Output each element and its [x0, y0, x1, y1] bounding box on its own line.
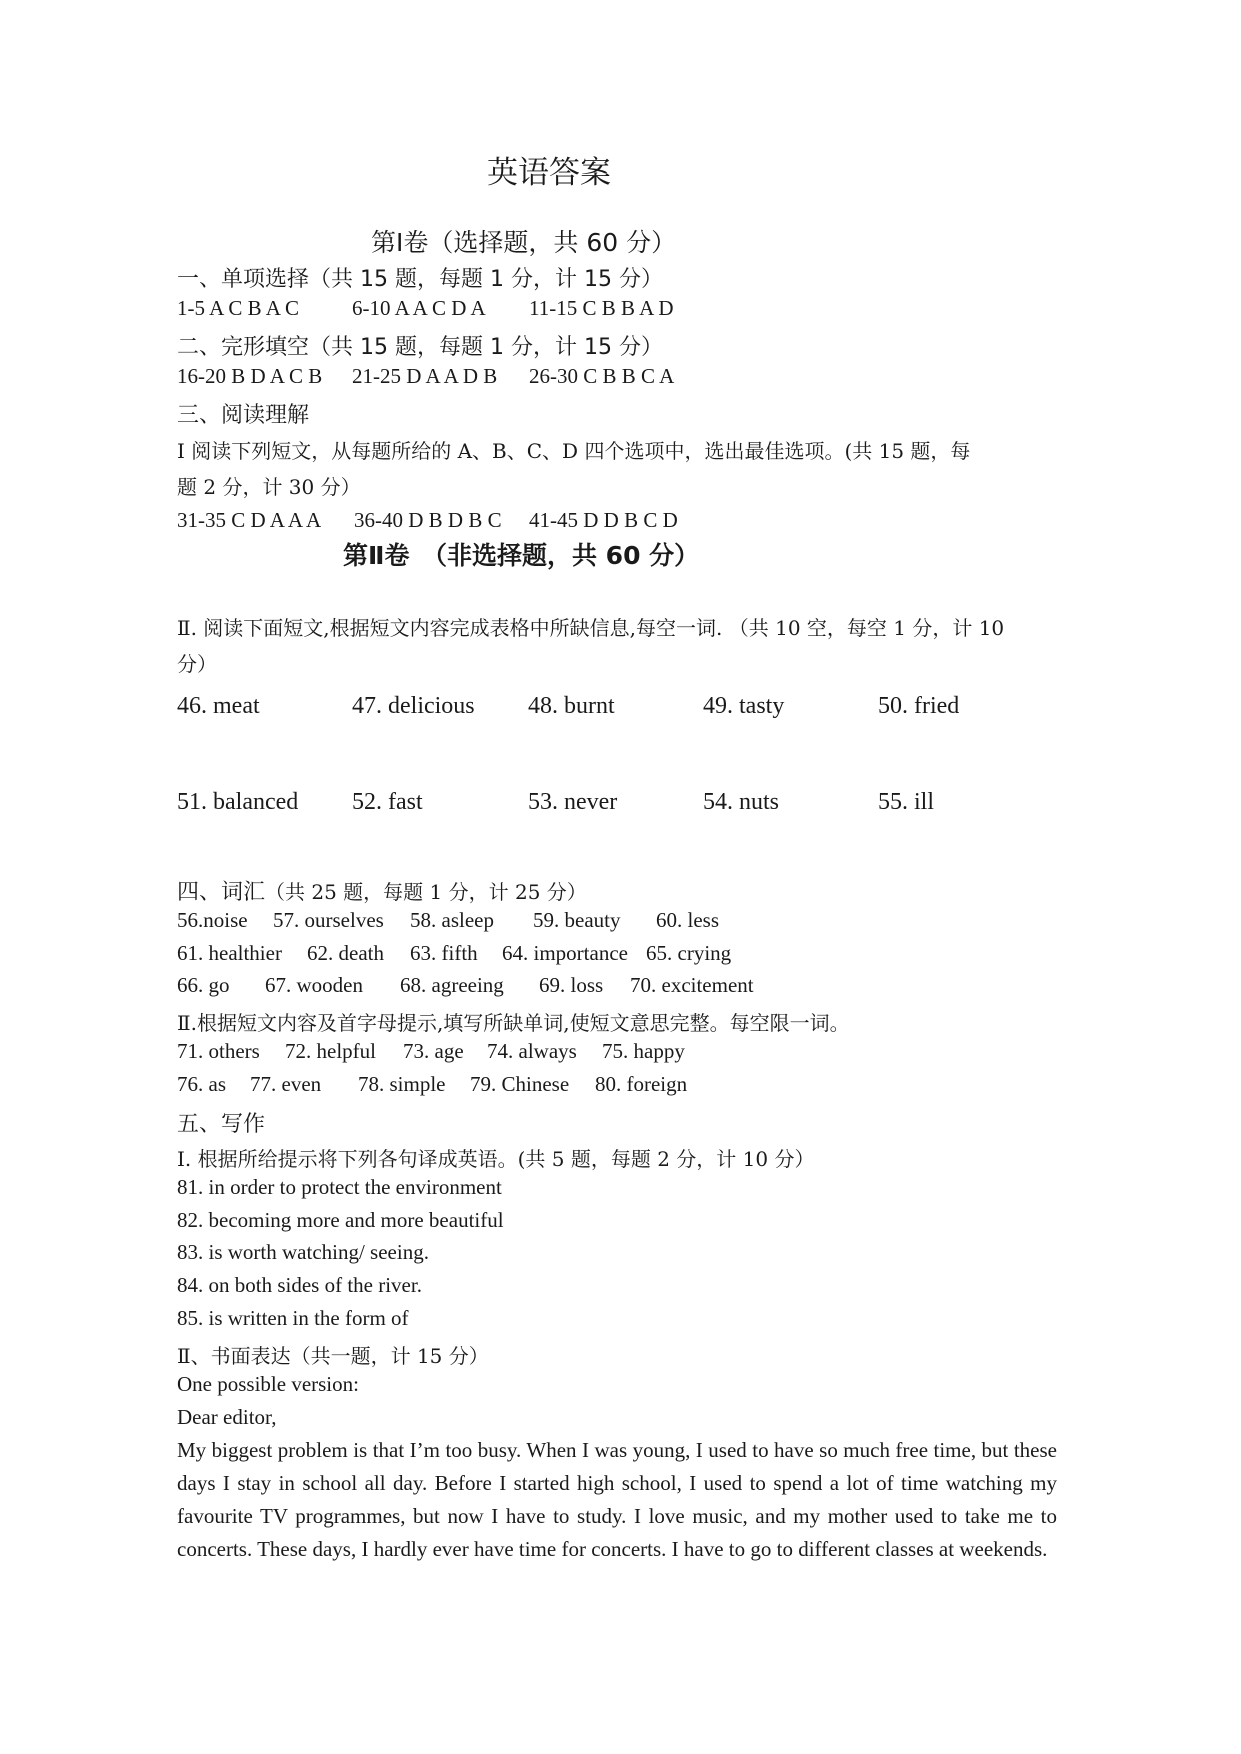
answer-item: 63. fifth [410, 941, 478, 965]
answer-item: 71. others [177, 1039, 260, 1063]
reading2-instruction-line1: Ⅱ. 阅读下面短文,根据短文内容完成表格中所缺信息,每空一词. （共 10 空，每空 1 分，计 10 [177, 616, 1005, 640]
writing-heading: 五、写作 [177, 1112, 266, 1137]
answer-item: 66. go [177, 973, 230, 997]
answer-item: 78. simple [358, 1072, 446, 1096]
section3-answers [177, 508, 877, 536]
answer-item: 50. fried [878, 693, 960, 719]
answer-item: 76. as [177, 1072, 226, 1096]
answer-item: 67. wooden [265, 973, 363, 997]
section1-heading: 一、单项选择（共 15 题，每题 1 分，计 15 分） [177, 267, 663, 292]
translation-item-85: 85. is written in the form of [177, 1306, 409, 1330]
translation-item-83: 83. is worth watching/ seeing. [177, 1240, 429, 1264]
answer-group: 31-35 C D A A A [177, 508, 322, 532]
vocab-row4 [177, 1039, 977, 1067]
reading1-instruction-line2: 题 2 分，计 30 分） [177, 475, 361, 499]
vocab-heading-note: （共 25 题，每题 1 分，计 25 分） [265, 880, 587, 904]
reading2-instruction-line2: 分） [177, 652, 217, 676]
answer-item: 68. agreeing [400, 973, 504, 997]
answer-item: 60. less [656, 908, 719, 932]
answer-group: 41-45 D D B C D [529, 508, 678, 532]
reading1-instruction-line1: Ⅰ 阅读下列短文，从每题所给的 A、B、C、D 四个选项中，选出最佳选项。(共 15 题，每 [177, 439, 971, 463]
answer-item: 69. loss [539, 973, 604, 997]
section3-heading: 三、阅读理解 [177, 403, 310, 428]
essay-greeting: Dear editor, [177, 1405, 277, 1429]
translation-item-81: 81. in order to protect the environment [177, 1175, 502, 1199]
reading2-answers-row1 [177, 693, 1077, 725]
section2-answers [177, 364, 877, 392]
vocab-row5 [177, 1072, 977, 1100]
answer-item: 79. Chinese [470, 1072, 570, 1096]
section1-answers [177, 296, 877, 324]
answer-item: 61. healthier [177, 941, 282, 965]
vocab-heading [177, 875, 587, 906]
answer-item: 64. importance [502, 941, 628, 965]
answer-item: 62. death [307, 941, 384, 965]
writing-subsection2-heading: Ⅱ、书面表达（共一题，计 15 分） [177, 1344, 489, 1368]
vocab-subsection2-instruction: Ⅱ.根据短文内容及首字母提示,填写所缺单词,使短文意思完整。每空限一词。 [177, 1011, 850, 1035]
answer-item: 47. delicious [352, 693, 475, 719]
writing-subsection1-instruction: Ⅰ. 根据所给提示将下列各句译成英语。(共 5 题，每题 2 分，计 10 分） [177, 1147, 815, 1171]
answer-item: 52. fast [352, 789, 423, 815]
part1-heading: 第Ⅰ卷（选择题，共 60 分） [371, 228, 677, 257]
answer-item: 55. ill [878, 789, 935, 815]
essay-version-label: One possible version: [177, 1372, 359, 1396]
essay-body: My biggest problem is that I’m too busy. When I was young, I used to have so much free time, but these days I stay in school all day. Before I started high school, I used to spend a lot of time watching my favourite TV programmes, but now I have to study. I love music, and my mother used to take me to concerts. These days, I hardly ever have time for concerts. I have to go to different classes at weekends. [177, 1438, 1057, 1561]
answer-item: 58. asleep [410, 908, 494, 932]
part2-heading: 第Ⅱ卷 （非选择题，共 60 分） [343, 541, 700, 570]
answer-item: 54. nuts [703, 789, 780, 815]
answer-item: 51. balanced [177, 789, 299, 815]
answer-item: 48. burnt [528, 693, 615, 719]
answer-item: 73. age [403, 1039, 464, 1063]
answer-group: 11-15 C B B A D [529, 296, 674, 320]
answer-group: 21-25 D A A D B [352, 364, 498, 388]
translation-item-82: 82. becoming more and more beautiful [177, 1208, 504, 1232]
answer-group: 26-30 C B B C A [529, 364, 675, 388]
vocab-row2 [177, 941, 977, 969]
section2-heading: 二、完形填空（共 15 题，每题 1 分，计 15 分） [177, 335, 663, 360]
answer-item: 74. always [487, 1039, 577, 1063]
answer-item: 65. crying [646, 941, 732, 965]
answer-item: 59. beauty [533, 908, 621, 932]
answer-item: 80. foreign [595, 1072, 688, 1096]
vocab-row1 [177, 908, 977, 936]
answer-item: 77. even [250, 1072, 322, 1096]
answer-item: 49. tasty [703, 693, 785, 719]
vocab-row3 [177, 973, 977, 1001]
answer-item: 53. never [528, 789, 618, 815]
answer-group: 6-10 A A C D A [352, 296, 486, 320]
translation-item-84: 84. on both sides of the river. [177, 1273, 422, 1297]
answer-group: 36-40 D B D B C [354, 508, 502, 532]
answer-group: 16-20 B D A C B [177, 364, 323, 388]
answer-group: 1-5 A C B A C [177, 296, 299, 320]
answer-item: 57. ourselves [273, 908, 384, 932]
answer-item: 72. helpful [285, 1039, 376, 1063]
answer-item: 46. meat [177, 693, 260, 719]
page-title: 英语答案 [487, 155, 611, 191]
answer-item: 75. happy [602, 1039, 685, 1063]
vocab-heading-main: 四、词汇 [177, 880, 266, 905]
reading2-answers-row2 [177, 789, 1077, 821]
answer-item: 56.noise [177, 908, 248, 932]
answer-item: 70. excitement [630, 973, 754, 997]
